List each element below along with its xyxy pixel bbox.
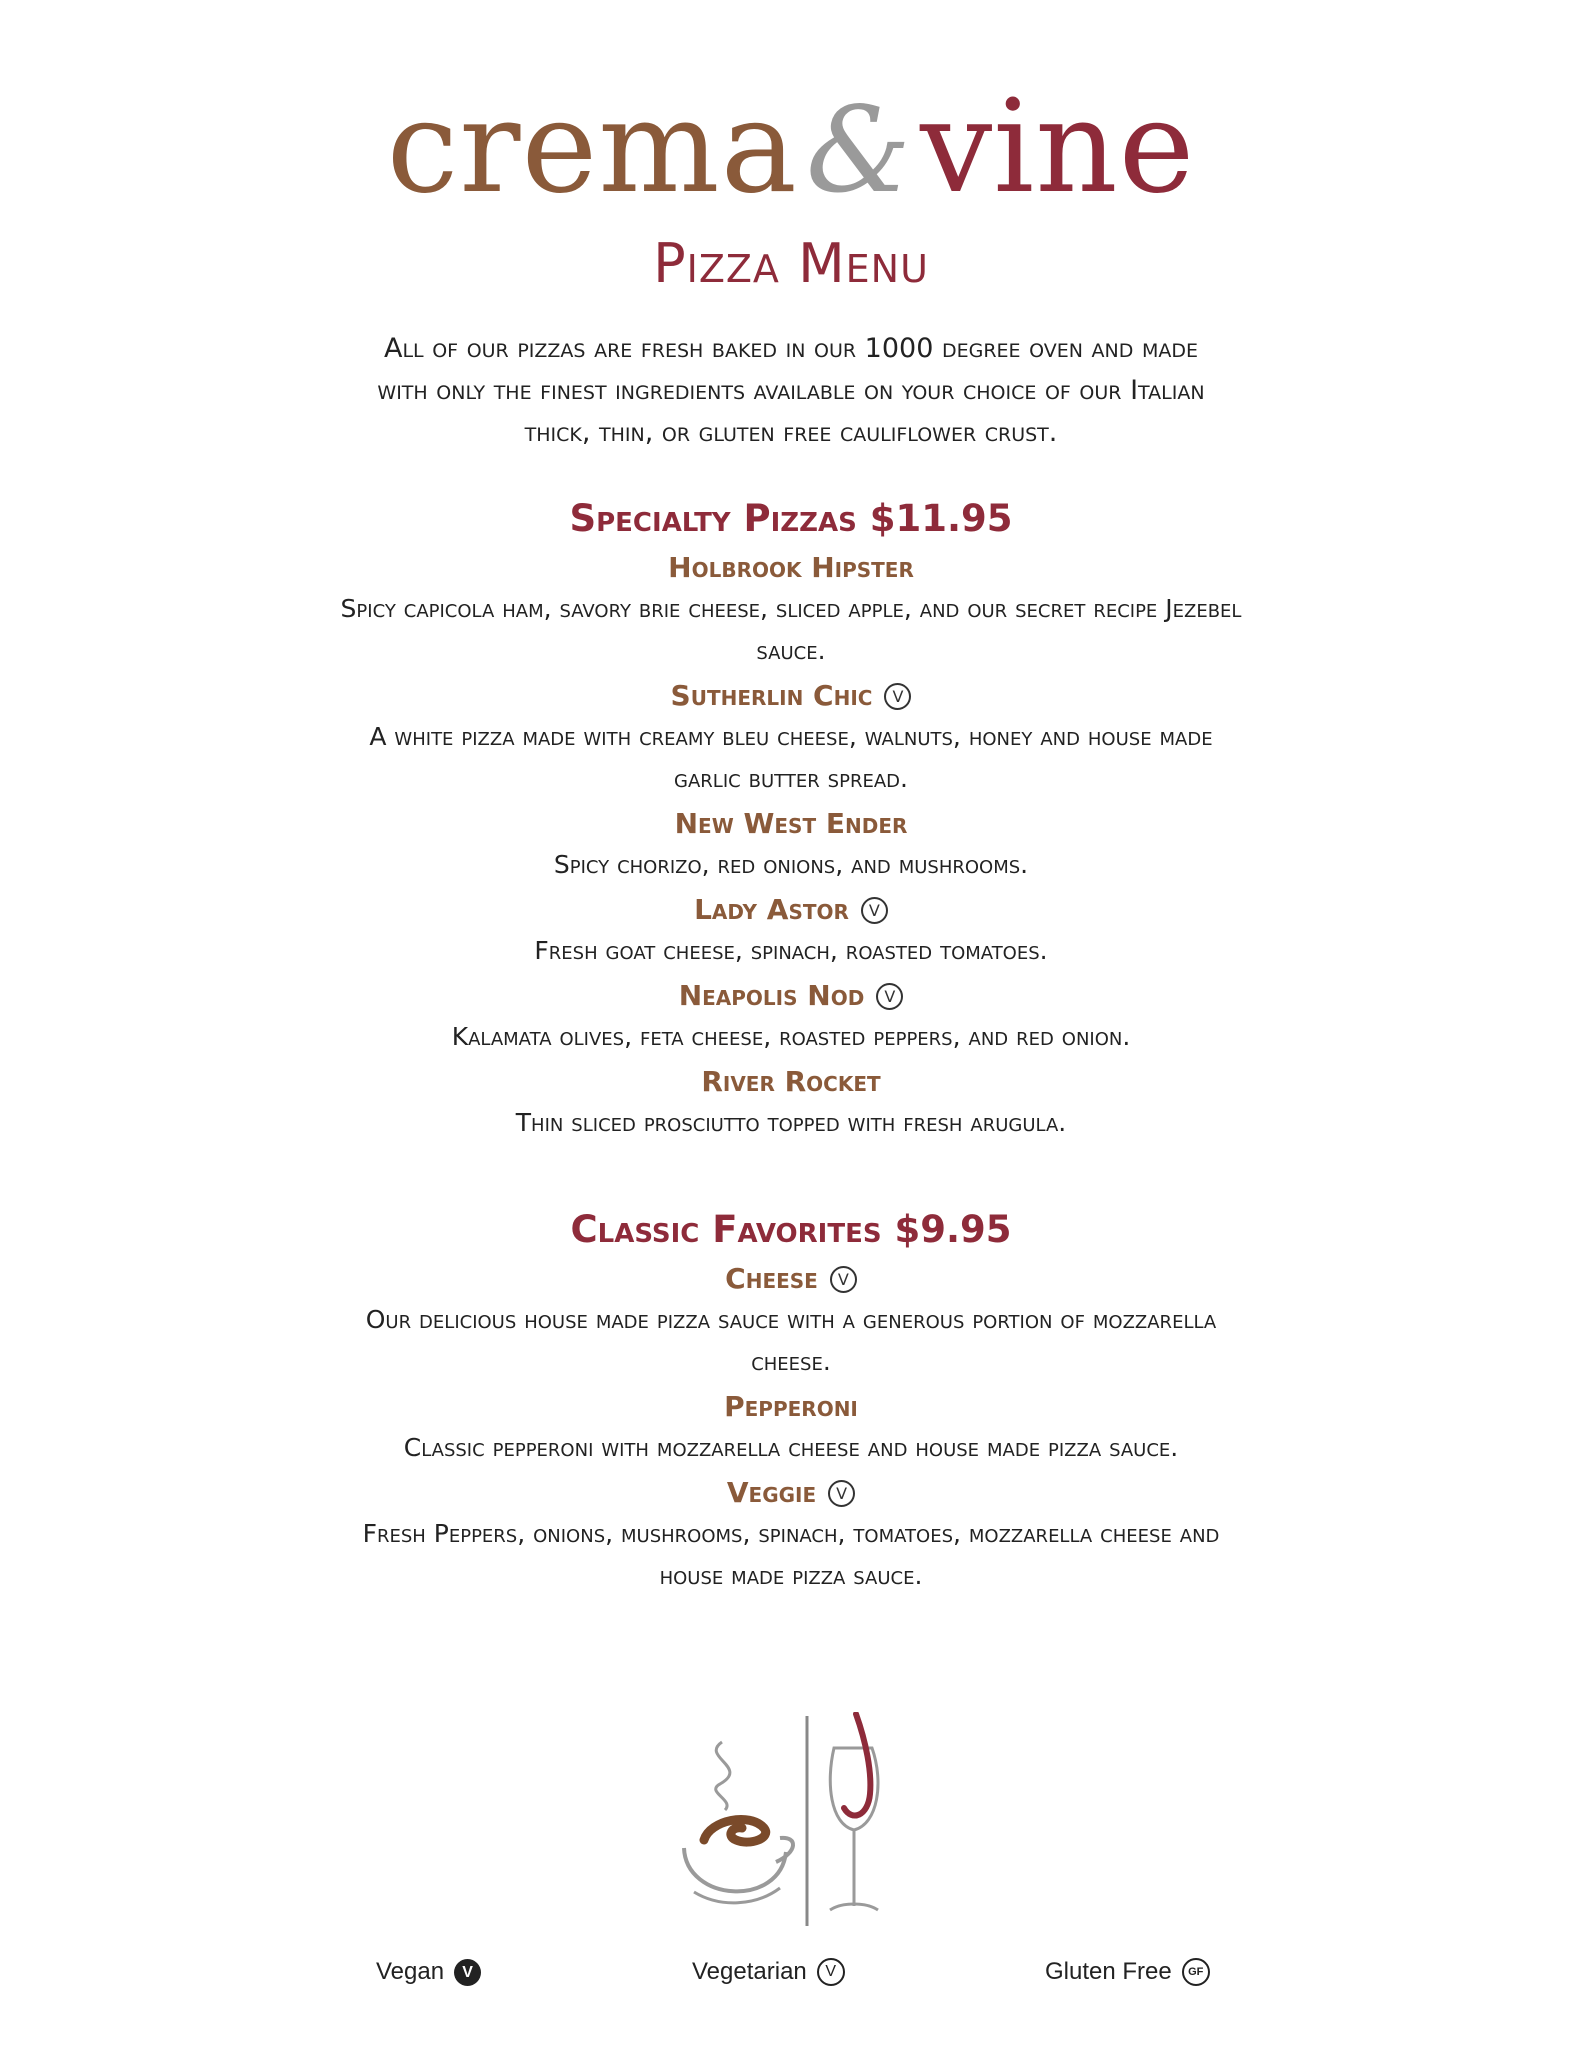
item-name: Veggie V xyxy=(340,1473,1242,1513)
dietary-legend xyxy=(0,1958,1582,1998)
section-specialty-pizzas xyxy=(340,494,1242,1144)
item-name: Pepperoni xyxy=(724,1390,858,1423)
page-title: Pizza Menu xyxy=(653,232,929,295)
vegan-badge-icon: V xyxy=(454,1959,481,1986)
brand-word-crema: crema xyxy=(386,73,798,222)
section-classic-favorites xyxy=(340,1205,1242,1597)
legend-label: Vegan xyxy=(376,1958,445,1985)
item-description: Spicy chorizo, red onions, and mushrooms. xyxy=(553,850,1029,879)
item-description: Kalamata olives, feta cheese, roasted peppers, and red onion. xyxy=(451,1022,1131,1051)
item-description: Spicy capicola ham, savory brie cheese, sliced apple, and our secret recipe Jezebel sauce. xyxy=(340,594,1242,665)
legend-vegan xyxy=(376,1958,481,1986)
section-heading: Classic Favorites $9.95 xyxy=(570,1208,1012,1251)
item-name: New West Ender xyxy=(674,807,908,840)
legend-label: Vegetarian xyxy=(692,1958,807,1985)
legend-gluten-free xyxy=(1045,1958,1210,1986)
item-name: Lady Astor V xyxy=(340,890,1242,930)
item-name: River Rocket xyxy=(701,1065,881,1098)
item-name: Holbrook Hipster xyxy=(668,551,914,584)
brand-logo xyxy=(0,73,1582,222)
legend-vegetarian xyxy=(692,1958,845,1986)
section-heading: Specialty Pizzas $11.95 xyxy=(569,497,1013,540)
vegetarian-badge-icon: V xyxy=(884,683,911,710)
vegetarian-badge-icon: V xyxy=(861,897,888,924)
item-description: Fresh Peppers, onions, mushrooms, spinach, tomatoes, mozzarella cheese and house made pizza sauce. xyxy=(362,1519,1220,1590)
gluten-free-badge-icon: GF xyxy=(1182,1958,1210,1986)
vegetarian-badge-icon: V xyxy=(828,1480,855,1507)
item-name: Sutherlin Chic V xyxy=(340,676,1242,716)
legend-label: Gluten Free xyxy=(1045,1958,1172,1985)
brand-ampersand: & xyxy=(805,81,912,219)
item-description: Fresh goat cheese, spinach, roasted tomatoes. xyxy=(534,936,1048,965)
item-name: Cheese V xyxy=(340,1259,1242,1299)
item-description: A white pizza made with creamy bleu cheese, walnuts, honey and house made garlic butter spread. xyxy=(369,722,1213,793)
item-description: Thin sliced prosciutto topped with fresh arugula. xyxy=(515,1108,1067,1137)
vegetarian-badge-icon: V xyxy=(830,1266,857,1293)
item-name: Neapolis Nod V xyxy=(340,976,1242,1016)
vegetarian-badge-icon: V xyxy=(817,1958,845,1986)
vegetarian-badge-icon: V xyxy=(876,983,903,1010)
item-description: Classic pepperoni with mozzarella cheese and house made pizza sauce. xyxy=(403,1433,1179,1462)
brand-word-vine: vine xyxy=(919,73,1196,222)
intro-text: All of our pizzas are fresh baked in our 1000 degree oven and made with only the finest ingredients available on your choice of our Italian thick, thin, or gluten free cauliflower crust. xyxy=(377,333,1205,448)
coffee-cup-and-wine-glass-icon xyxy=(680,1712,902,1932)
item-description: Our delicious house made pizza sauce with a generous portion of mozzarella cheese. xyxy=(365,1305,1217,1376)
